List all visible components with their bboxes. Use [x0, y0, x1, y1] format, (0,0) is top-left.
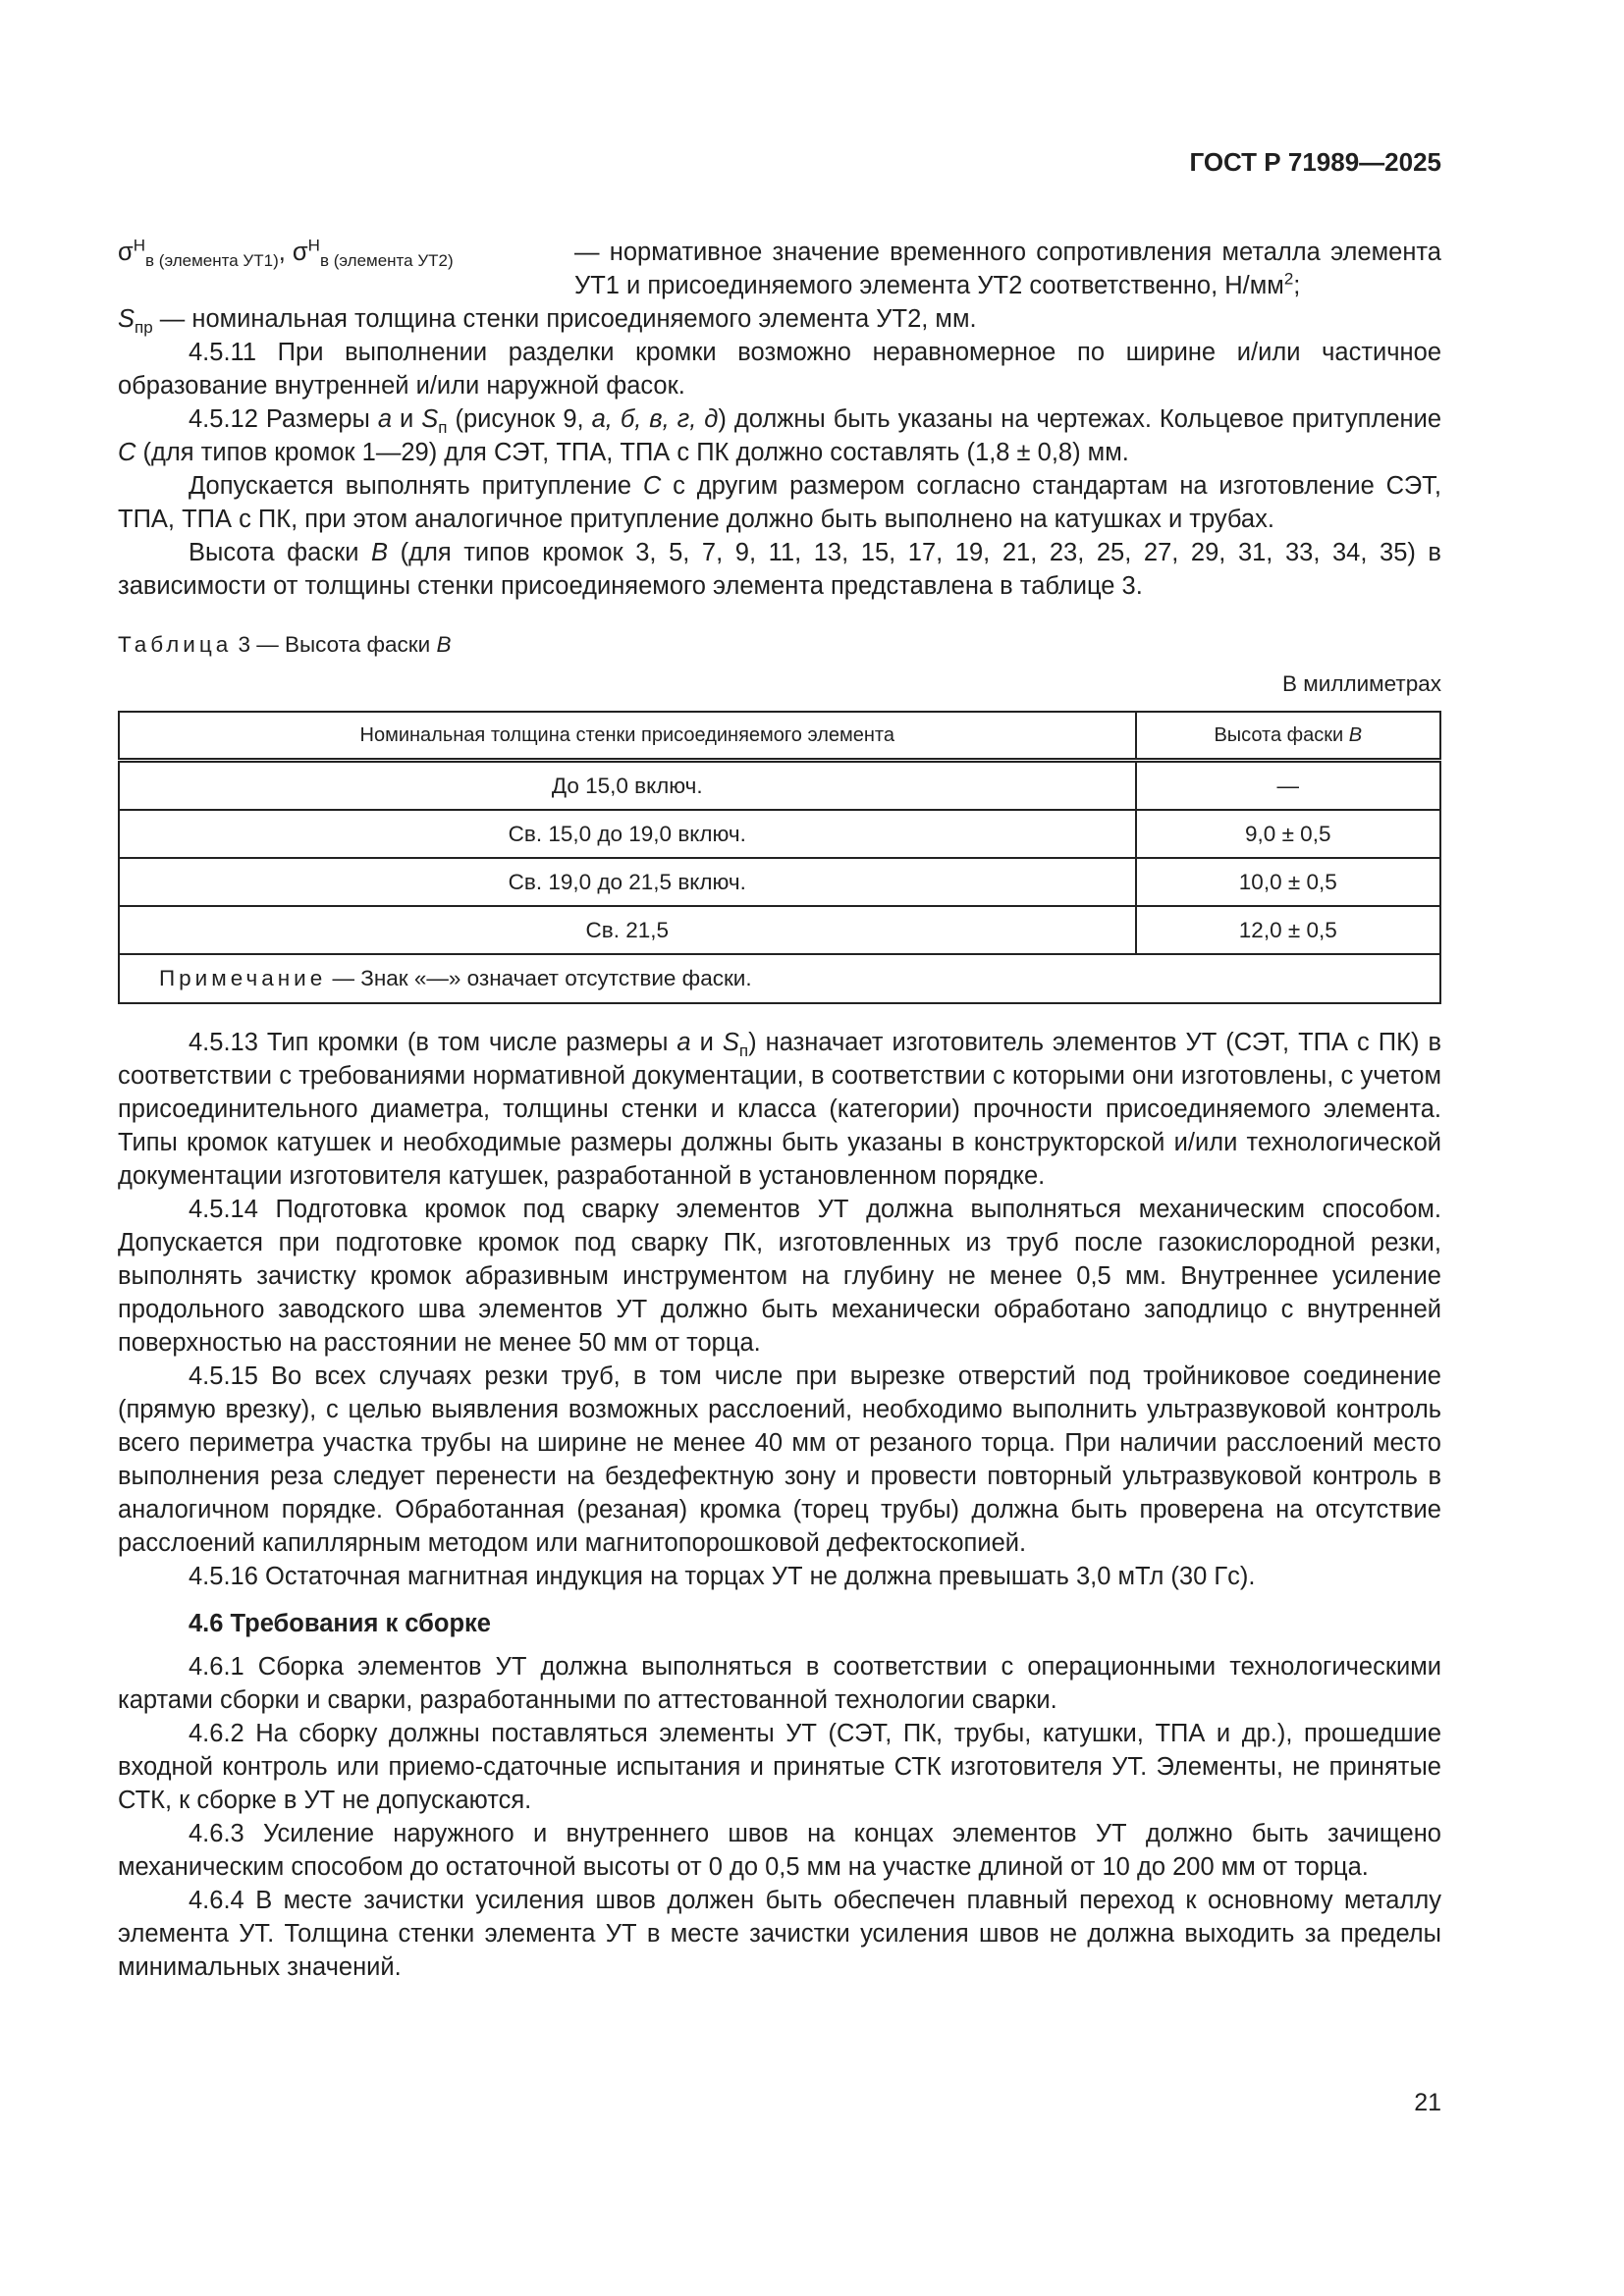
text-run: σ [118, 239, 134, 266]
cell-thickness: Св. 21,5 [119, 906, 1136, 954]
text-run: 4.5.12 Размеры [189, 405, 378, 433]
caption-text: 3 — Высота фаски [232, 632, 437, 657]
header-chamfer-var: В [1348, 724, 1363, 746]
text-run: С [118, 439, 136, 466]
text-run: 4.6.4 В месте зачистки усиления швов должен быть обеспечен плавный переход к основному металлу элемента УТ. Толщина стенки элемента УТ в месте зачистки усиления швов не должна выходить за пределы минимальных значений. [118, 1887, 1441, 1981]
text-run: ) назначает изготовитель элементов УТ (СЭТ, ТПА с ПК) в соответствии с требованиями нормативной документации, в соответствии с которыми они изготовлены, с учетом присоединительного диаметра, толщины стенки и класса (категории) прочности присоединяемого элемента. Типы кромок катушек и необходимые размеры должны быть указаны в конструкторской и/или технологической документации изготовителя катушек, разработанной в установленном порядке. [118, 1029, 1441, 1190]
text-run: ) должны быть указаны на чертежах. Кольцевое притупление [718, 405, 1442, 433]
table-header-row [119, 712, 1440, 761]
paragraph [118, 1360, 1441, 1560]
paragraph [118, 1193, 1441, 1360]
paragraphs-after [118, 1026, 1441, 1593]
text-run: ; [1293, 272, 1301, 299]
text-run: в (элемента УТ2) [319, 251, 454, 271]
text-run: Н [307, 236, 320, 255]
paragraph [118, 1717, 1441, 1817]
cell-thickness: Св. 19,0 до 21,5 включ. [119, 858, 1136, 906]
paragraph [118, 1560, 1441, 1593]
paragraph [118, 1650, 1441, 1717]
note-text: — Знак «—» означает отсутствие фаски. [326, 966, 752, 990]
text-run: S [722, 1029, 739, 1056]
text-run: и [690, 1029, 723, 1056]
text-run: пр [135, 318, 153, 338]
paragraph [118, 402, 1441, 469]
table-units: В миллиметрах [1282, 671, 1441, 696]
text-run: 4.5.16 Остаточная магнитная индукция на торцах УТ не должна превышать 3,0 мТл (30 Гс). [189, 1563, 1256, 1590]
text-run: 4.5.13 Тип кромки (в том числе размеры [189, 1029, 677, 1056]
header-chamfer [1136, 712, 1440, 761]
text-run: 4.5.15 Во всех случаях резки труб, в том числе при вырезке отверстий под тройниковое соединение (прямую врезку), с целью выявления возможных расслоений, необходимо выполнить ультразвуковой контроль всего периметра участка трубы на ширине не менее 40 мм от резаного торца. При наличии расслоений место выполнения реза следует перенести на бездефектную зону и провести повторный ультразвуковой контроль в аналогичном порядке. Обработанная (резаная) кромка (торец трубы) должна быть проверена на отсутствие расслоений капиллярным методом или магнитопорошковой дефектоскопией. [118, 1362, 1441, 1557]
text-run: 4.6.3 Усиление наружного и внутреннего швов на концах элементов УТ должно быть зачищено механическим способом до остаточной высоты от 0 до 0,5 мм на участке длиной от 10 до 200 мм от торца. [118, 1820, 1441, 1881]
text-run: Высота фаски [189, 539, 372, 566]
header-thickness: Номинальная толщина стенки присоединяемого элемента [119, 712, 1136, 761]
cell-thickness: До 15,0 включ. [119, 761, 1136, 811]
document-code: ГОСТ Р 71989—2025 [1189, 147, 1441, 177]
paragraphs-section [118, 1650, 1441, 1984]
cell-chamfer: 9,0 ± 0,5 [1136, 810, 1440, 858]
table-row [119, 906, 1440, 954]
caption-variable: В [436, 632, 452, 657]
text-run: a [377, 405, 393, 433]
table-row [119, 858, 1440, 906]
text-run: 4.6.2 На сборку должны поставляться элементы УТ (СЭТ, ПК, трубы, катушки, ТПА и др.), прошедшие входной контроль или приемо-сдаточные испытания и принятые СТК изготовителя УТ. Элементы, не принятые СТК, к сборке в УТ не допускаются. [118, 1720, 1441, 1814]
paragraph [118, 536, 1441, 603]
table-caption [118, 628, 1441, 662]
text-run: 4.5.11 При выполнении разделки кромки возможно неравномерное по ширине и/или частичное образование внутренней и/или наружной фасок. [118, 339, 1441, 400]
cell-chamfer: 12,0 ± 0,5 [1136, 906, 1440, 954]
paragraphs-before [118, 336, 1441, 603]
text-run: (рисунок 9, [447, 405, 592, 433]
section-heading: 4.6 Требования к сборке [189, 1610, 491, 1637]
note-word: Примечание [159, 966, 327, 990]
text-run: Н [133, 236, 146, 255]
page-body [118, 236, 1441, 1984]
cell-thickness: Св. 15,0 до 19,0 включ. [119, 810, 1136, 858]
definition-term [118, 236, 574, 302]
table-row [119, 761, 1440, 811]
table-note-row [119, 954, 1440, 1003]
table-note [119, 954, 1440, 1003]
text-run: С [642, 472, 662, 500]
text-run: В [371, 539, 389, 566]
text-run: 2 [1283, 269, 1294, 289]
text-run: п [438, 418, 448, 438]
text-run: Допускается выполнять притупление [189, 472, 643, 500]
text-run: , σ [278, 239, 308, 266]
text-run: (для типов кромок 1—29) для СЭТ, ТПА, ТПА с ПК должно составлять (1,8 ± 0,8) мм. [135, 439, 1129, 466]
text-run: 4.6.1 Сборка элементов УТ должна выполняться в соответствии с операционными технологическими картами сборки и сварки, разработанными по аттестованной технологии сварки. [118, 1653, 1441, 1714]
paragraph [118, 469, 1441, 536]
text-run: п [738, 1041, 749, 1061]
text-run: а, б, в, г, д [591, 405, 719, 433]
paragraph [118, 1817, 1441, 1884]
text-run: с другим размером согласно стандартам на изготовление СЭТ, ТПА, ТПА с ПК, при этом аналогичное притупление должно быть выполнено на катушках и трубах. [118, 472, 1441, 533]
text-run: — нормативное значение временного сопротивления металла элемента УТ1 и присоединяемого элемента УТ2 соответственно, Н/мм [574, 239, 1441, 299]
definition-s-pr [118, 302, 1441, 336]
text-run: 4.5.14 Подготовка кромок под сварку элементов УТ должна выполняться механическим способом. Допускается при подготовке кромок под сварку ПК, изготовленных из труб после газокислородной резки, выполнять зачистку кромок абразивным инструментом на глубину не менее 0,5 мм. Внутреннее усиление продольного заводского шва элементов УТ должно быть механически обработано заподлицо с внутренней поверхностью на расстоянии не менее 50 мм от торца. [118, 1196, 1441, 1357]
paragraph [118, 336, 1441, 402]
page-number: 21 [1414, 2089, 1441, 2116]
text-run: и [392, 405, 422, 433]
caption-word: Таблица [118, 632, 233, 657]
table-3 [118, 711, 1441, 1004]
cell-chamfer: 10,0 ± 0,5 [1136, 858, 1440, 906]
header-chamfer-text: Высота фаски [1214, 724, 1349, 746]
text-run: S [421, 405, 439, 433]
paragraph [118, 1884, 1441, 1984]
text-run: a [677, 1029, 691, 1056]
text-run: — номинальная толщина стенки присоединяемого элемента УТ2, мм. [152, 305, 977, 333]
text-run: в (элемента УТ1) [145, 251, 279, 271]
definition-description [574, 236, 1441, 302]
cell-chamfer: — [1136, 761, 1440, 811]
paragraph [118, 1026, 1441, 1193]
text-run: S [118, 305, 135, 333]
definition-sigma [118, 236, 1441, 302]
table-row [119, 810, 1440, 858]
text-run: (для типов кромок 3, 5, 7, 9, 11, 13, 15, 17, 19, 21, 23, 25, 27, 29, 31, 33, 34, 35) в зависимости от толщины стенки присоединяемого элемента представлена в таблице 3. [118, 539, 1441, 600]
